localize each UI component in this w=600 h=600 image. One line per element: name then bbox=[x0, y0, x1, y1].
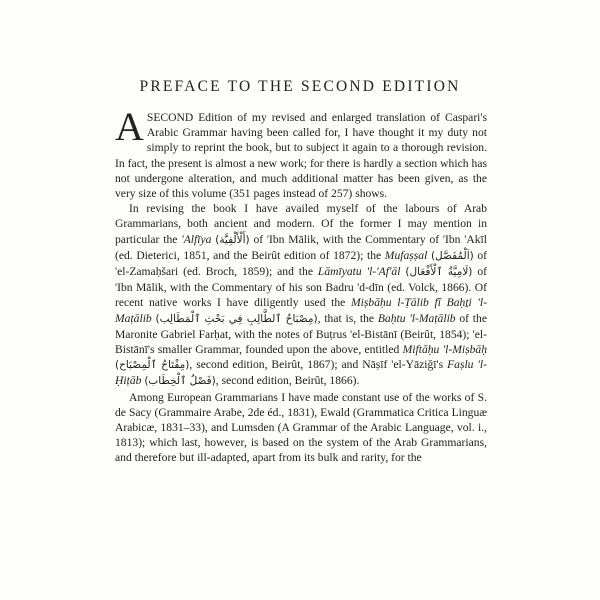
mufassal-arabic: (اَلْمُفَصَّل) bbox=[430, 249, 474, 262]
paragraph-2 bbox=[115, 201, 487, 389]
p2-text-1: In revising the book I have availed myself of the labours of Arab Grammarians, both ancient and modern. Of the former I may mention in particular the bbox=[115, 202, 487, 246]
paragraph-3: Among European Grammarians I have made constant use of the works of S. de Sacy (Grammaire Arabe, 2de éd., 1831), Ewald (Grammatica Critica Linguæ Arabicæ, 1831–33), and Lumsden (A Grammar of the Arabic Language, vol. i., 1813); which last, however, is based on the system of the Arab Grammarians, and therefore but ill-adapted, apart from its bulk and rarity, for the bbox=[115, 390, 487, 465]
drop-cap: A bbox=[115, 104, 144, 149]
p2-text-7: , second edition, Beirût, 1867); and Nāṣīf 'el-Yāziğī's bbox=[189, 358, 448, 372]
faslu-arabic: (فَصْلُ ٱلْخِطَاب) bbox=[144, 375, 216, 388]
mufassal-title: Mufaṣṣal bbox=[384, 248, 428, 262]
lamiya-title: Lāmīyatu 'l-'Af'āl bbox=[317, 265, 401, 279]
miftah-title: Miftāḥu 'l-Miṣbāḥ bbox=[402, 343, 487, 357]
paragraph-1 bbox=[115, 104, 487, 201]
p2-text-5: , that is, the bbox=[317, 311, 378, 325]
faslu-title: Faṣlu 'l-Ḥiṭāb bbox=[115, 358, 487, 388]
paragraph-1-text: SECOND Edition of my revised and enlarged translation of Caspari's Arabic Grammar having been called for, I have thought it my duty not simply to reprint the book, but to subject it again to a thorough revision. In fact, the present is almost a new work; for there is hardly a section which has not undergone alteration, and much additional matter has been given, as the very size of this volume (351 pages instead of 257) shows. bbox=[115, 111, 487, 201]
alfiya-title: 'Alfīya bbox=[181, 232, 212, 246]
page-title: PREFACE TO THE SECOND EDITION bbox=[139, 78, 461, 95]
bahtu-title: Baḥtu 'l-Maṭālib bbox=[377, 311, 456, 325]
p2-text-6: of the Maronite Gabriel Farḥat, with the notes of Buṭrus 'el-Bistānī (Beirût, 1854); 'el-Bistānī's smaller Grammar, founded upon the above, entitled bbox=[115, 311, 487, 357]
misbah-arabic: (مِصْبَاحُ ٱلطَّالِبِ فِي بَحْثِ ٱلْمَطَالِب) bbox=[155, 312, 318, 325]
lamiya-arabic: (لَامِيَّةُ ٱلْأَفْعَال) bbox=[405, 266, 473, 279]
p2-text-3: of 'el-Zamaḥšari (ed. Broch, 1859); and the bbox=[115, 248, 487, 279]
alfiya-arabic: (أَلْأَلْفِيَّة) bbox=[215, 233, 250, 246]
misbah-title: Miṣbāḥu l-Ṭālib fî Baḥṯi 'l-Maṭālib bbox=[115, 296, 487, 325]
p2-text-2: of 'Ibn Mālik, with the Commentary of 'Ibn 'Akīl (ed. Dieterici, 1851, and the Beirût edition of 1872); the bbox=[115, 232, 487, 262]
p2-text-8: , second edition, Beirût, 1866). bbox=[215, 374, 360, 388]
page-body bbox=[115, 104, 488, 466]
miftah-arabic: (مِفْتَاحُ ٱلْمِصْبَاح) bbox=[115, 359, 190, 372]
p2-text-4: of 'Ibn Mālik, with the Commentary of his son Badru 'd-dīn (ed. Volck, 1866). Of recent native works I have diligently used the bbox=[115, 265, 488, 310]
